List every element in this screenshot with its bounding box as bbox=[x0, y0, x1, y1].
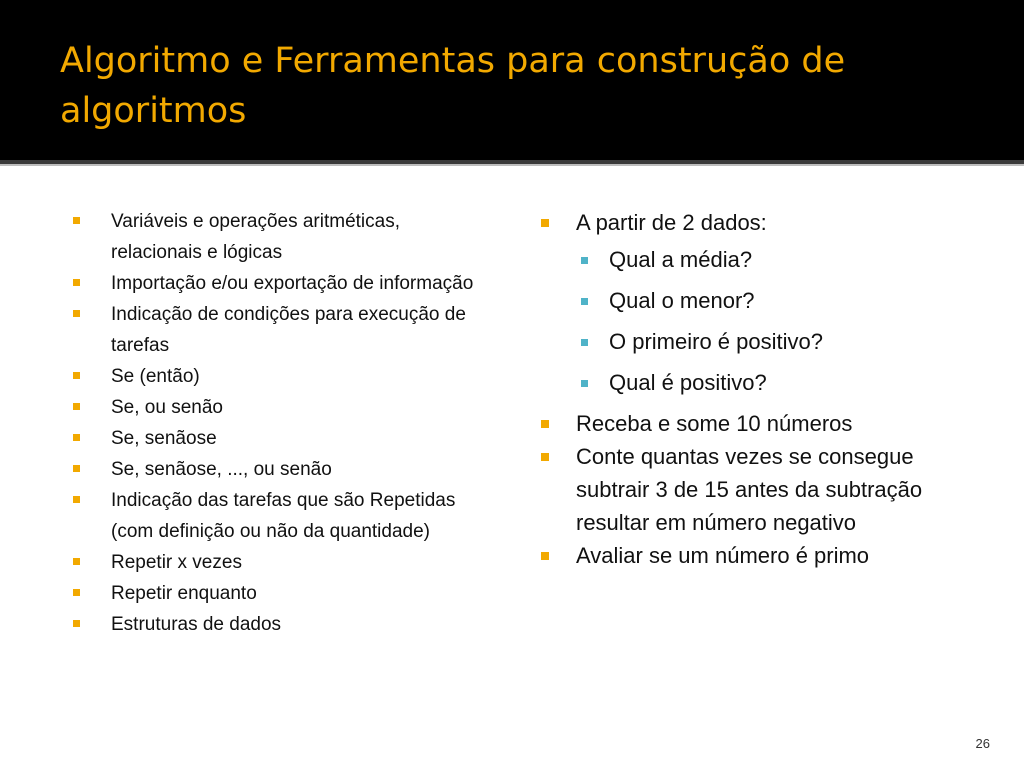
list-item: Indicação das tarefas que são Repetidas (com definição ou não da quantidade) bbox=[70, 485, 490, 547]
list-item: A partir de 2 dados: Qual a média? Qual o menor? O primeiro é positivo? Qual é positivo? bbox=[536, 206, 956, 399]
square-bullet-icon bbox=[73, 372, 80, 379]
list-item: Repetir x vezes bbox=[70, 547, 490, 578]
square-sub-bullet-icon bbox=[581, 257, 588, 264]
title-bar bbox=[0, 0, 1024, 160]
list-item: Se, senãose, ..., ou senão bbox=[70, 454, 490, 485]
list-item: Se, ou senão bbox=[70, 392, 490, 423]
square-bullet-icon bbox=[73, 279, 80, 286]
sub-list-item: Qual o menor? bbox=[576, 284, 956, 317]
square-bullet-icon bbox=[541, 420, 549, 428]
square-bullet-icon bbox=[541, 219, 549, 227]
list-item: Conte quantas vezes se consegue subtrair 3 de 15 antes da subtração resultar em número negativo bbox=[536, 440, 956, 539]
sub-list-item: Qual a média? bbox=[576, 243, 956, 276]
list-item: Importação e/ou exportação de informação bbox=[70, 268, 490, 299]
square-sub-bullet-icon bbox=[581, 298, 588, 305]
square-sub-bullet-icon bbox=[581, 339, 588, 346]
square-bullet-icon bbox=[73, 558, 80, 565]
slide-number: 26 bbox=[975, 736, 990, 751]
slide-content bbox=[0, 166, 1024, 768]
list-item: Estruturas de dados bbox=[70, 609, 490, 640]
sub-bullet-list bbox=[576, 243, 956, 399]
list-item: Se, senãose bbox=[70, 423, 490, 454]
square-sub-bullet-icon bbox=[581, 380, 588, 387]
square-bullet-icon bbox=[73, 465, 80, 472]
left-bullet-list bbox=[70, 206, 490, 640]
right-bullet-list bbox=[536, 206, 956, 572]
square-bullet-icon bbox=[541, 453, 549, 461]
sub-list-item: O primeiro é positivo? bbox=[576, 325, 956, 358]
sub-list-item: Qual é positivo? bbox=[576, 366, 956, 399]
list-item: Indicação de condições para execução de tarefas bbox=[70, 299, 490, 361]
square-bullet-icon bbox=[73, 310, 80, 317]
list-item: Se (então) bbox=[70, 361, 490, 392]
square-bullet-icon bbox=[73, 620, 80, 627]
square-bullet-icon bbox=[73, 434, 80, 441]
square-bullet-icon bbox=[73, 217, 80, 224]
list-item: Repetir enquanto bbox=[70, 578, 490, 609]
list-item: Variáveis e operações aritméticas, relacionais e lógicas bbox=[70, 206, 490, 268]
slide-title: Algoritmo e Ferramentas para construção de algoritmos bbox=[60, 41, 846, 131]
square-bullet-icon bbox=[73, 403, 80, 410]
square-bullet-icon bbox=[73, 589, 80, 596]
list-item: Receba e some 10 números bbox=[536, 407, 956, 440]
list-item: Avaliar se um número é primo bbox=[536, 539, 956, 572]
square-bullet-icon bbox=[73, 496, 80, 503]
square-bullet-icon bbox=[541, 552, 549, 560]
